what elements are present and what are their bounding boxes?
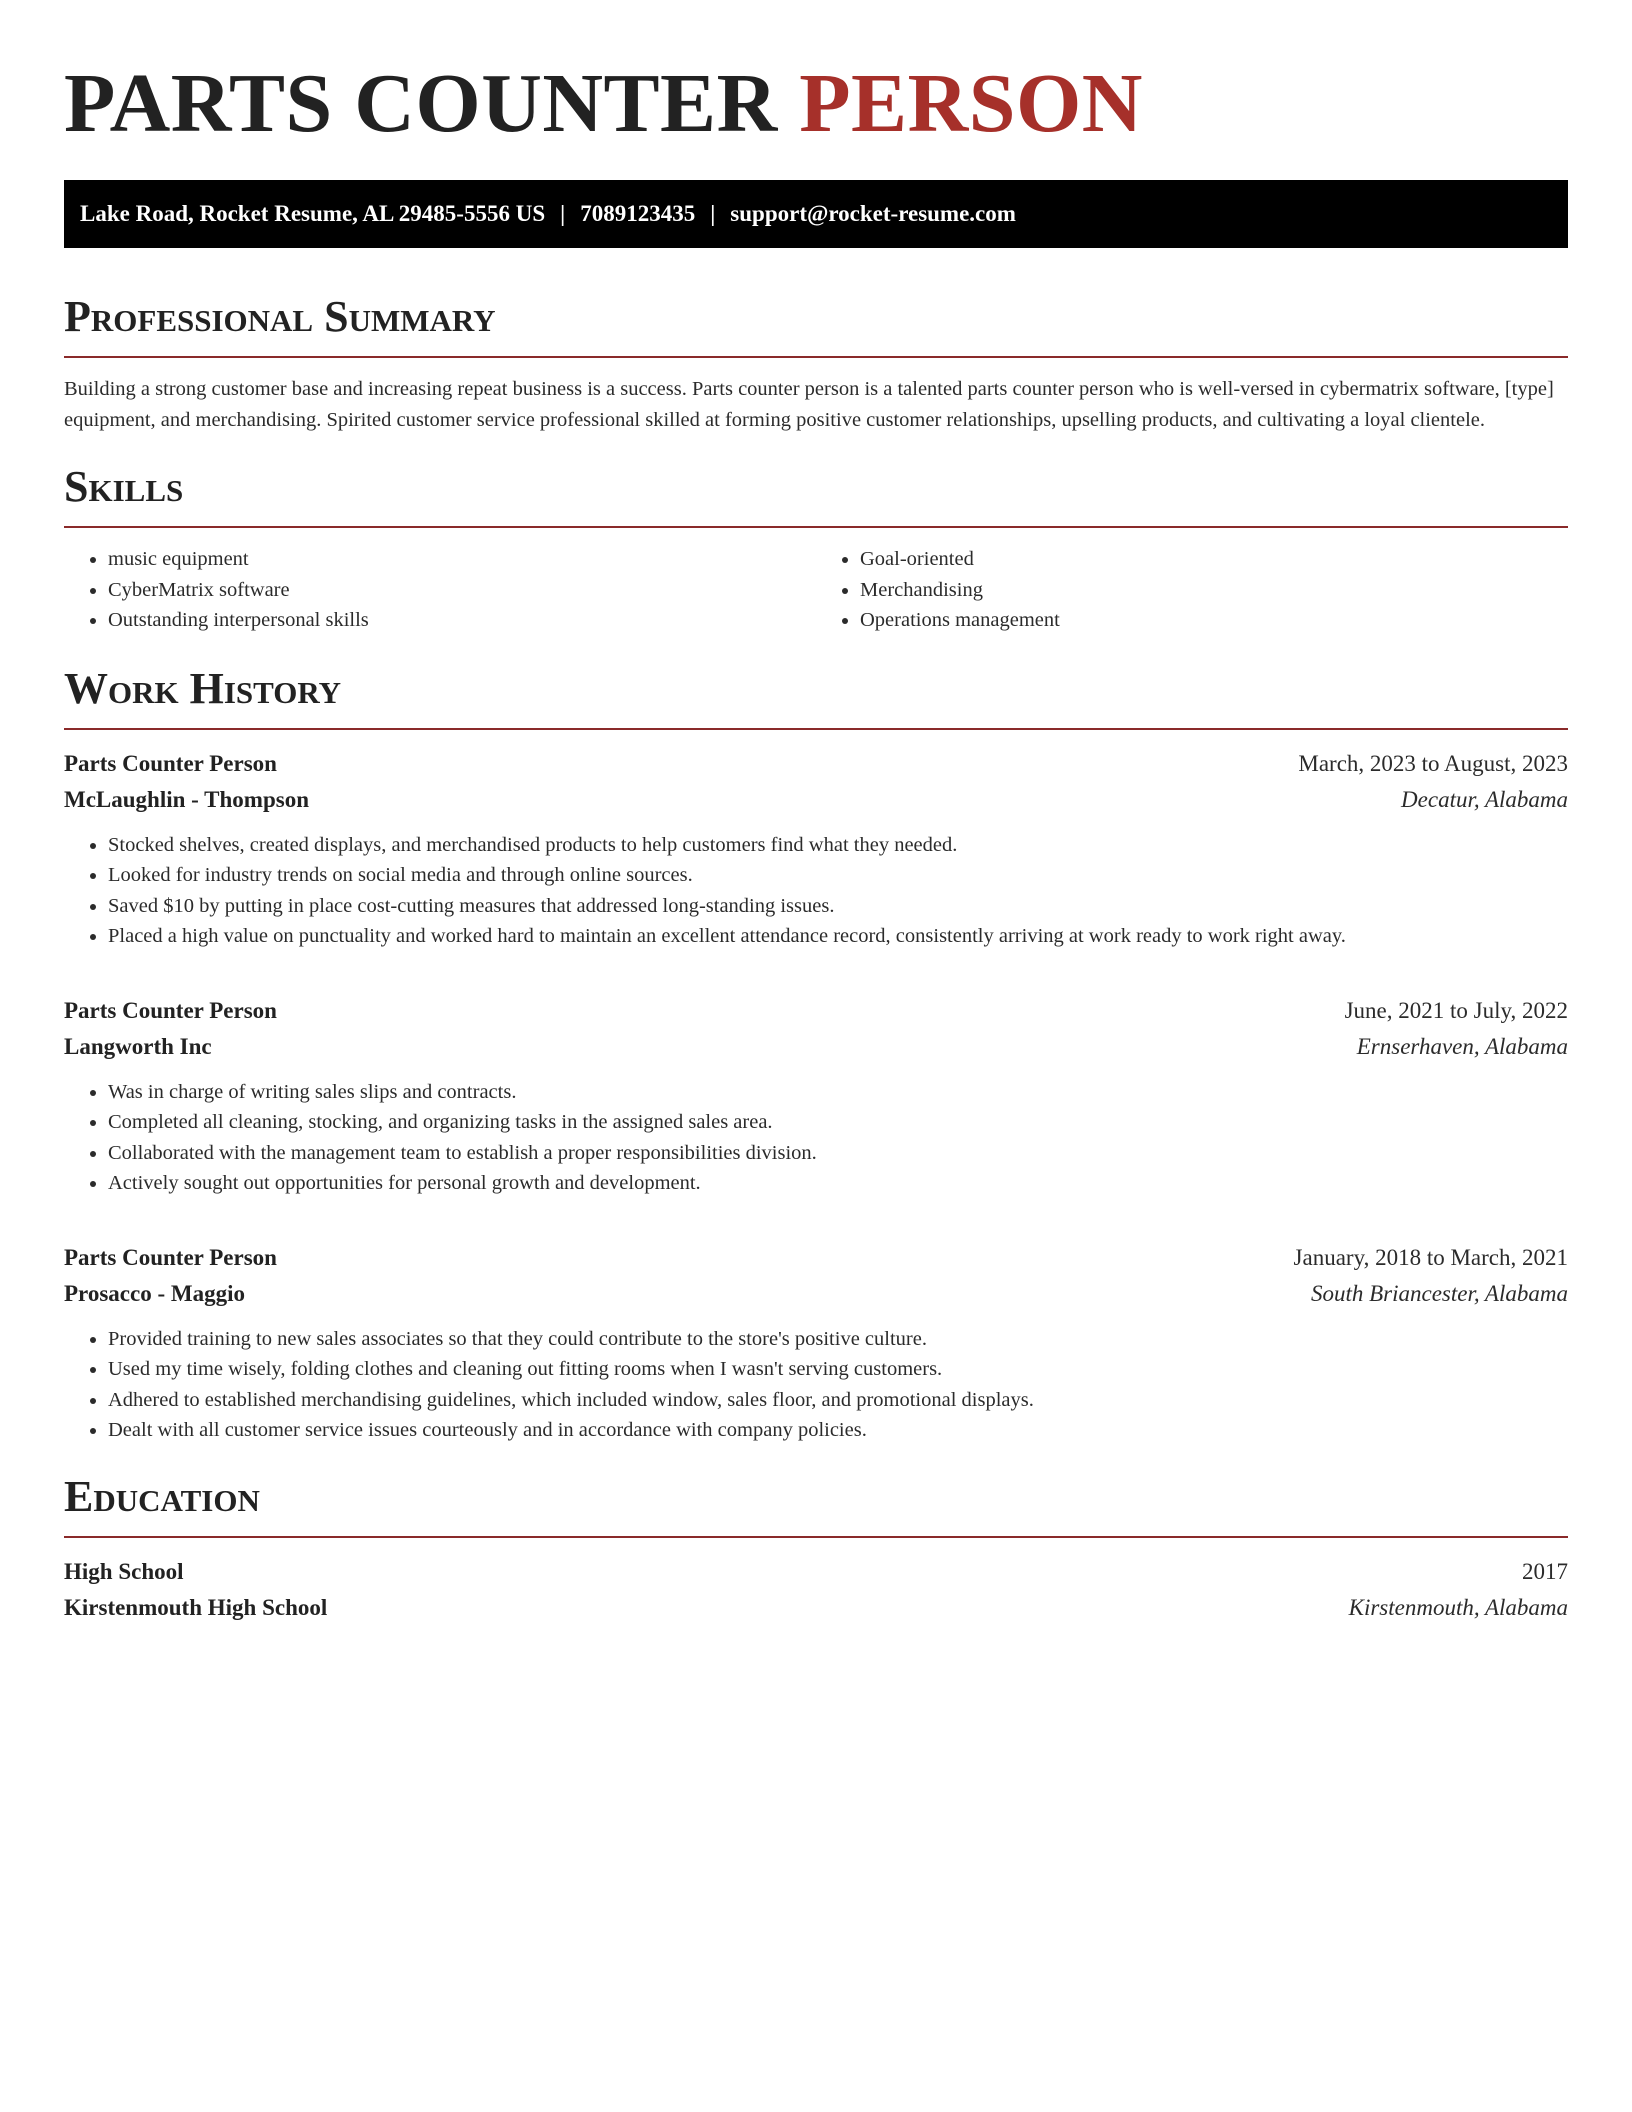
contact-separator-2: | (710, 201, 716, 226)
job-entry (64, 1240, 1568, 1446)
job-entry (64, 746, 1568, 952)
name-part-2: PERSON (799, 57, 1143, 150)
job-company: McLaughlin - Thompson (64, 786, 309, 812)
job-location: Decatur, Alabama (1401, 786, 1568, 812)
contact-phone[interactable]: 7089123435 (580, 201, 696, 226)
skill-item: • music equipment (108, 544, 816, 575)
resume-name (64, 58, 1568, 150)
job-subheader (64, 1276, 1568, 1312)
job-bullet: • Dealt with all customer service issues courteously and in accordance with company policies. (108, 1415, 1568, 1446)
skill-item: • Goal-oriented (860, 544, 1568, 575)
education-location: Kirstenmouth, Alabama (1348, 1594, 1568, 1620)
job-header (64, 746, 1568, 782)
job-bullets (64, 1077, 1568, 1199)
skill-item: • Operations management (860, 605, 1568, 636)
job-company: Prosacco - Maggio (64, 1280, 245, 1306)
education-subheader (64, 1590, 1568, 1626)
skill-item: • Outstanding interpersonal skills (108, 605, 816, 636)
job-header (64, 1240, 1568, 1276)
skills-left-column (64, 544, 816, 636)
education-degree: High School (64, 1558, 184, 1584)
skills-right-column (816, 544, 1568, 636)
summary-divider (64, 356, 1568, 358)
job-role: Parts Counter Person (64, 750, 277, 776)
education-year: 2017 (1522, 1558, 1568, 1584)
job-location: South Briancester, Alabama (1310, 1280, 1568, 1306)
job-bullet: • Looked for industry trends on social media and through online sources. (108, 860, 1568, 891)
skills-divider (64, 526, 1568, 528)
job-bullet: • Placed a high value on punctuality and worked hard to maintain an excellent attendance record, consistently arriving at work ready to work right away. (108, 921, 1568, 952)
job-bullet: • Actively sought out opportunities for personal growth and development. (108, 1168, 1568, 1199)
work-divider (64, 728, 1568, 730)
job-header (64, 993, 1568, 1029)
education-divider (64, 1536, 1568, 1538)
summary-section (64, 290, 1568, 436)
job-company: Langworth Inc (64, 1033, 212, 1059)
job-dates: June, 2021 to July, 2022 (1344, 997, 1568, 1023)
job-bullet: • Saved $10 by putting in place cost-cutting measures that addressed long-standing issues. (108, 891, 1568, 922)
education-header (64, 1554, 1568, 1590)
contact-email[interactable]: support@rocket-resume.com (730, 201, 1016, 226)
education-title: Education (64, 1471, 260, 1521)
work-section (64, 662, 1568, 1446)
contact-address: Lake Road, Rocket Resume, AL 29485-5556 US (80, 201, 546, 226)
job-location: Ernserhaven, Alabama (1356, 1033, 1568, 1059)
summary-title: Professional Summary (64, 292, 496, 341)
education-school: Kirstenmouth High School (64, 1594, 328, 1620)
job-role: Parts Counter Person (64, 1244, 277, 1270)
skills-section (64, 460, 1568, 636)
job-bullets (64, 830, 1568, 952)
job-subheader (64, 1029, 1568, 1065)
job-dates: January, 2018 to March, 2021 (1293, 1244, 1568, 1270)
contact-bar (64, 180, 1568, 248)
job-bullet: • Used my time wisely, folding clothes and cleaning out fitting rooms when I wasn't serving customers. (108, 1354, 1568, 1385)
job-bullets (64, 1324, 1568, 1446)
job-bullet: • Completed all cleaning, stocking, and organizing tasks in the assigned sales area. (108, 1107, 1568, 1138)
job-bullet: • Provided training to new sales associates so that they could contribute to the store's positive culture. (108, 1324, 1568, 1355)
job-bullet: • Adhered to established merchandising guidelines, which included window, sales floor, and promotional displays. (108, 1385, 1568, 1416)
contact-separator-1: | (560, 201, 566, 226)
education-section (64, 1470, 1568, 1626)
name-part-1: PARTS COUNTER (64, 57, 778, 150)
job-subheader (64, 782, 1568, 818)
skill-item: • Merchandising (860, 575, 1568, 606)
skills-title: Skills (64, 462, 184, 511)
work-title: Work History (64, 663, 342, 713)
job-bullet: • Stocked shelves, created displays, and merchandised products to help customers find what they needed. (108, 830, 1568, 861)
skill-item: • CyberMatrix software (108, 575, 816, 606)
job-dates: March, 2023 to August, 2023 (1298, 750, 1568, 776)
job-role: Parts Counter Person (64, 997, 277, 1023)
skills-columns (64, 544, 1568, 636)
education-entry (64, 1554, 1568, 1626)
job-entry (64, 993, 1568, 1199)
job-bullet: • Collaborated with the management team to establish a proper responsibilities division. (108, 1138, 1568, 1169)
summary-text: Building a strong customer base and increasing repeat business is a success. Parts counter person is a talented parts counter person who is well-versed in cybermatrix software, [type] equipment, and merchandising. Spirited customer service professional skilled at forming positive customer relationships, upselling products, and cultivating a loyal clientele. (64, 378, 1554, 431)
job-bullet: • Was in charge of writing sales slips and contracts. (108, 1077, 1568, 1108)
